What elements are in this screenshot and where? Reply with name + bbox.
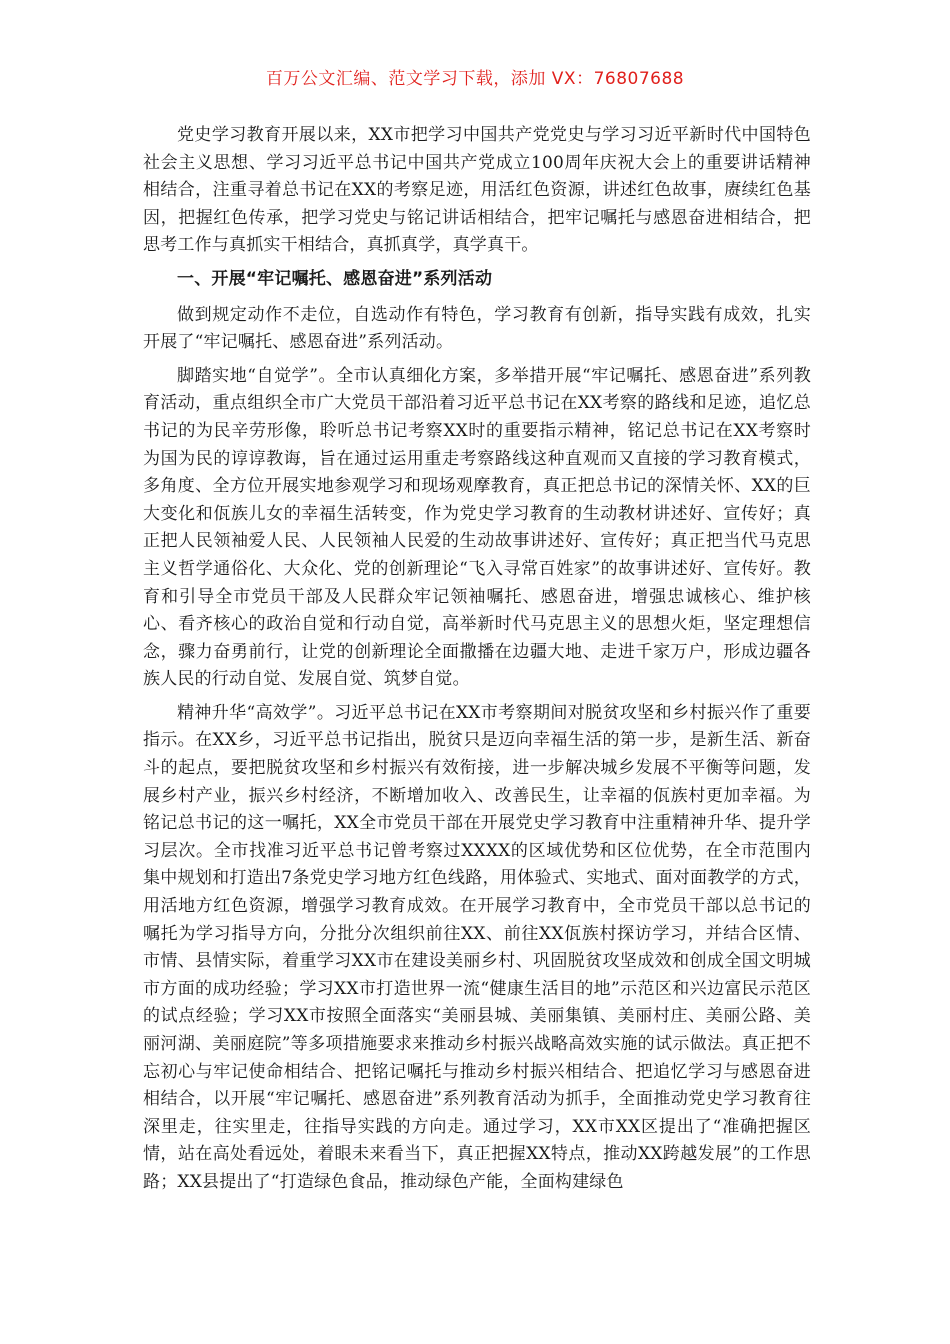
intro-paragraph: 党史学习教育开展以来，XX市把学习中国共产党党史与学习习近平新时代中国特色社会主义思想、学习习近平总书记中国共产党成立100周年庆祝大会上的重要讲话精神相结合，注重寻着总书记在XX的考察足迹，用活红色资源，讲述红色故事，赓续红色基因，把握红色传承，把学习党史与铭记讲话相结合，把牢记嘱托与感恩奋进相结合，把思考工作与真抓实干相结合，真抓真学，真学真干。 (143, 125, 811, 256)
section-heading: 一、开展“牢记嘱托、感恩奋进”系列活动 (177, 268, 493, 289)
paragraph-self-conscious-study: 脚踏实地“自觉学”。全市认真细化方案，多举措开展“牢记嘱托、感恩奋进”系列教育活动，重点组织全市广大党员干部沿着习近平总书记在XX考察的路线和足迹，追忆总书记的为民辛劳形像，聆听总书记考察XX时的重要指示精神，铭记总书记在XX考察时为国为民的谆谆教诲，旨在通过运用重走考察路线这种直观而又直接的学习教育模式，多角度、全方位开展实地参观学习和现场观摩教育，真正把总书记的深情关怀、XX的巨大变化和佤族儿女的幸福生活转变，作为党史学习教育的生动教材讲述好、宣传好；真正把人民领袖爱人民、人民领袖人民爱的生动故事讲述好、宣传好；真正把当代马克思主义哲学通俗化、大众化、党的创新理论“飞入寻常百姓家”的故事讲述好、宣传好。教育和引导全市党员干部及人民群众牢记领袖嘱托、感恩奋进，增强忠诚核心、维护核心、看齐核心的政治自觉和行动自觉，高举新时代马克思主义的思想火炬，坚定理想信念，骤力奋勇前行，让党的创新理论全面撒播在边疆大地、走进千家万户，形成边疆各族人民的行动自觉、发展自觉、筑梦自觉。 (143, 365, 811, 690)
document-body (143, 122, 811, 1203)
watermark-header: 百万公文汇编、范文学习下载，添加 VX：76807688 (265, 69, 685, 89)
paragraph-efficient-study: 精神升华“高效学”。习近平总书记在XX市考察期间对脱贫攻坚和乡村振兴作了重要指示。在XX乡，习近平总书记指出，脱贫只是迈向幸福生活的第一步，是新生活、新奋斗的起点，要把脱贫攻坚和乡村振兴有效衔接，进一步解决城乡发展不平衡等问题，发展乡村产业，振兴乡村经济，不断增加收入、改善民生，让幸福的佤族村更加幸福。为铭记总书记的这一嘱托，XX全市党员干部在开展党史学习教育中注重精神升华、提升学习层次。全市找准习近平总书记曾考察过XXXX的区域优势和区位优势，在全市范围内集中规划和打造出7条党史学习地方红色线路，用体验式、实地式、面对面教学的方式，用活地方红色资源，增强学习教育成效。在开展学习教育中，全市党员干部以总书记的嘱托为学习指导方向，分批分次组织前往XX、前往XX佤族村探访学习，并结合区情、市情、县情实际，着重学习XX市在建设美丽乡村、巩固脱贫攻坚成效和创成全国文明城市方面的成功经验；学习XX市打造世界一流“健康生活目的地”示范区和兴边富民示范区的试点经验；学习XX市按照全面落实“美丽县城、美丽集镇、美丽村庄、美丽公路、美丽河湖、美丽庭院”等多项措施要求来推动乡村振兴战略高效实施的试示做法。真正把不忘初心与牢记使命相结合、把铭记嘱托与推动乡村振兴相结合、把追忆学习与感恩奋进相结合，以开展“牢记嘱托、感恩奋进”系列教育活动为抓手，全面推动党史学习教育往深里走，往实里走，往指导实践的方向走。通过学习，XX市XX区提出了“准确把握区情，站在高处看远处，着眼未来看当下，真正把握XX特点，推动XX跨越发展”的工作思路；XX县提出了“打造绿色食品，推动绿色产能，全面构建绿色 (143, 702, 811, 1192)
section-intro-paragraph: 做到规定动作不走位，自选动作有特色，学习教育有创新，指导实践有成效，扎实开展了“牢记嘱托、感恩奋进”系列活动。 (143, 304, 811, 353)
